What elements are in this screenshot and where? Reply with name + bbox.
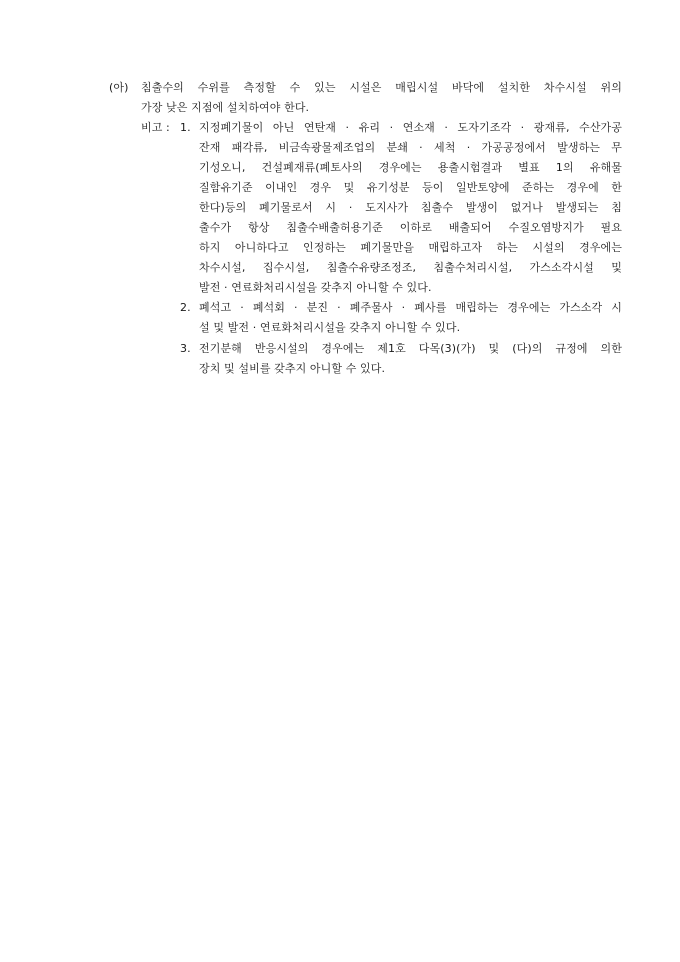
remark-item-line: 설 및 발전 · 연료화처리시설을 갖추지 아니할 수 있다. xyxy=(199,321,461,334)
remark-item-line: 전기분해 반응시설의 경우에는 제1호 다목(3)(가) 및 (다)의 규정에 의한 xyxy=(199,342,622,355)
remark-item-number: 2. xyxy=(180,301,191,314)
remarks-label: 비고 : xyxy=(141,121,170,134)
section-label: (아) xyxy=(109,81,129,94)
remark-item-line: 한다)등의 폐기물로서 시 · 도지사가 침출수 발생이 없거나 발생되는 침 xyxy=(199,201,622,214)
remark-item-line: 폐석고 · 폐석회 · 분진 · 폐주물사 · 폐사를 매립하는 경우에는 가스소각 시 xyxy=(199,301,622,314)
remark-item-number: 1. xyxy=(180,121,191,134)
remark-item-line: 발전 · 연료화처리시설을 갖추지 아니할 수 있다. xyxy=(199,281,432,294)
remark-item-line: 하지 아니하다고 인정하는 폐기물만을 매립하고자 하는 시설의 경우에는 xyxy=(199,241,622,254)
remark-item-number: 3. xyxy=(180,342,191,355)
section-text-line: 침출수의 수위를 측정할 수 있는 시설은 매립시설 바닥에 설치한 차수시설 위의 xyxy=(141,81,622,94)
remark-item-line: 질함유기준 이내인 경우 및 유기성분 등이 일반토양에 준하는 경우에 한 xyxy=(199,181,622,194)
section-text-line: 가장 낮은 지점에 설치하여야 한다. xyxy=(141,101,310,114)
remark-item-line: 차수시설, 집수시설, 침출수유량조정조, 침출수처리시설, 가스소각시설 및 xyxy=(199,261,622,274)
remark-item-line: 잔재 패각류, 비금속광물제조업의 분쇄 · 세척 · 가공공정에서 발생하는 무 xyxy=(199,141,622,154)
remark-item-line: 출수가 항상 침출수배출허용기준 이하로 배출되어 수질오염방지가 필요 xyxy=(199,221,622,234)
remark-item-line: 기성오니, 건설폐재류(폐토사의 경우에는 용출시험결과 별표 1의 유해물 xyxy=(199,161,622,174)
remark-item-line: 지정폐기물이 아닌 연탄재 · 유리 · 연소재 · 도자기조각 · 광재류, 수산가공 xyxy=(199,121,622,134)
remark-item-line: 장치 및 설비를 갖추지 아니할 수 있다. xyxy=(199,362,386,375)
